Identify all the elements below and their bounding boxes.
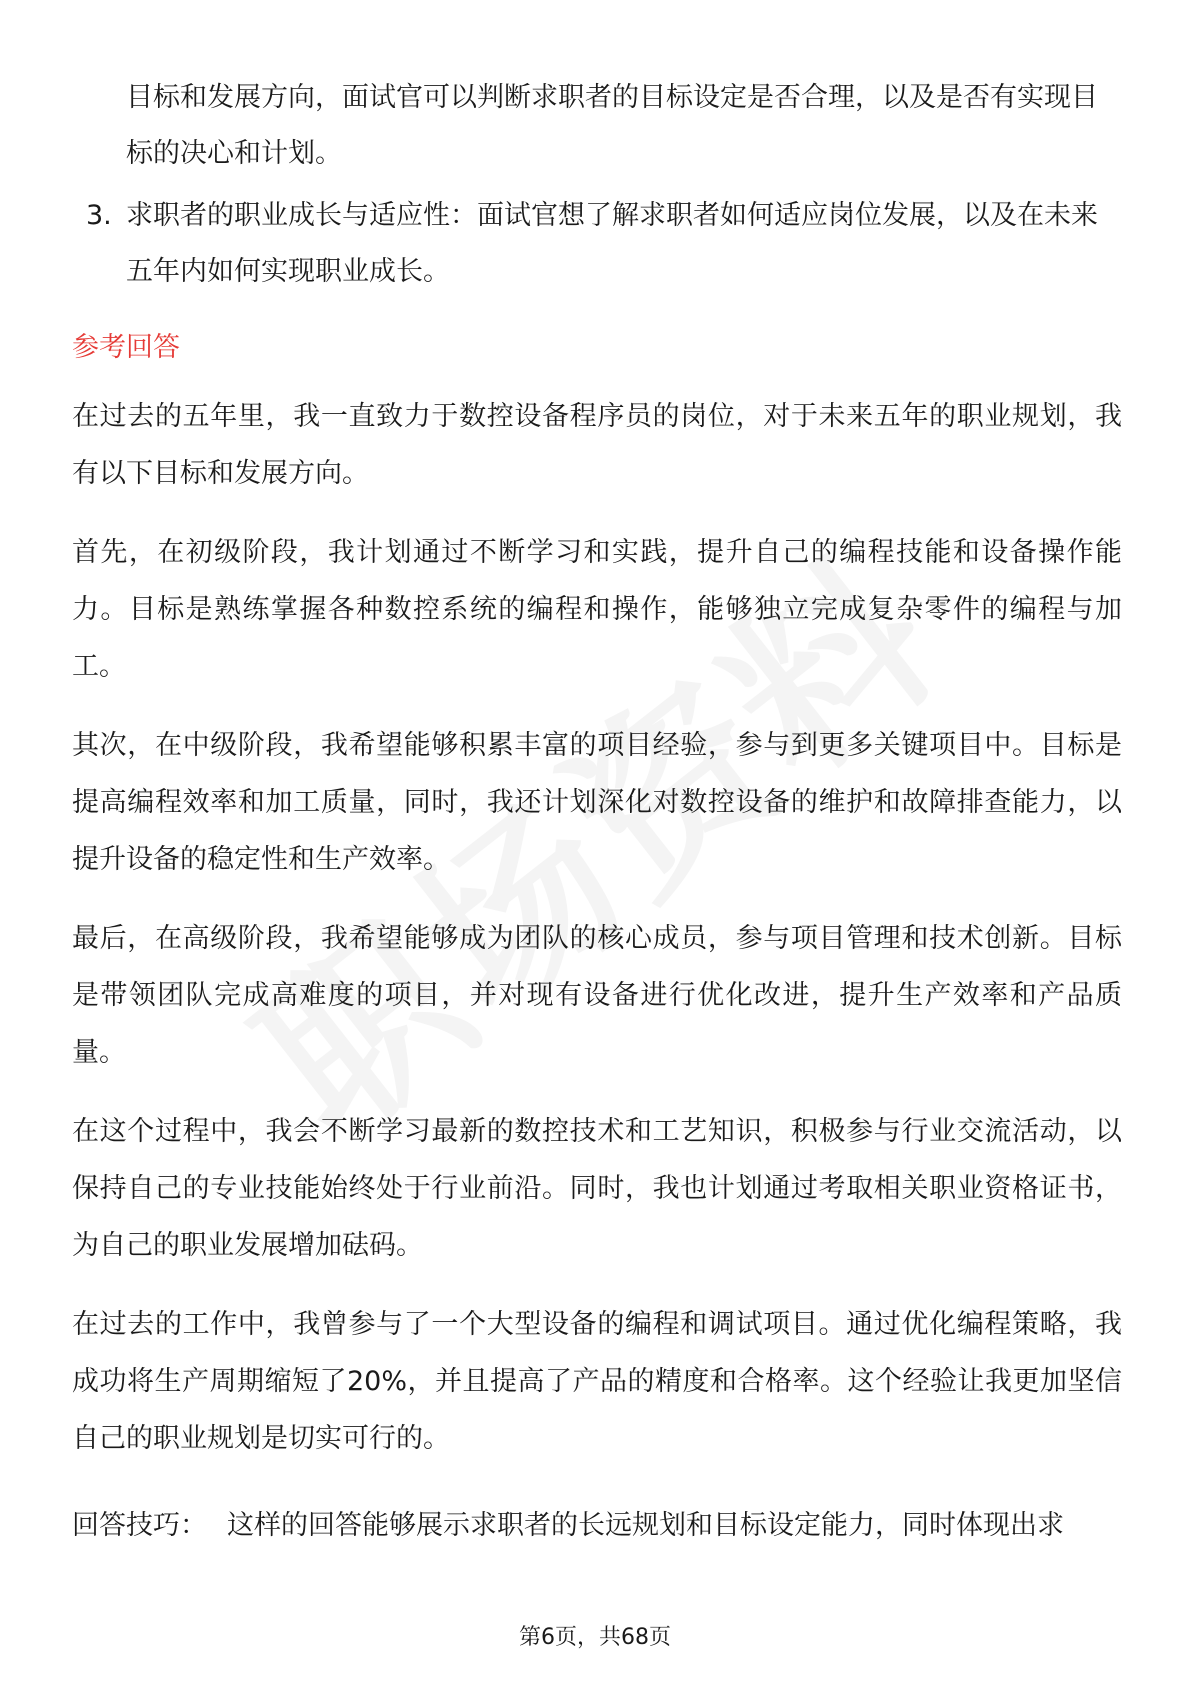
answer-tips-text: 这样的回答能够展示求职者的长远规划和目标设定能力，同时体现出求 — [227, 1510, 1064, 1541]
page-content — [72, 70, 1122, 1554]
paragraph: 其次，在中级阶段，我希望能够积累丰富的项目经验，参与到更多关键项目中。目标是提高编程效率和加工质量，同时，我还计划深化对数控设备的维护和故障排查能力，以提升设备的稳定性和生产效率。 — [72, 730, 1122, 875]
list-item-number: 3. — [86, 200, 112, 231]
list-item-continuation: 目标和发展方向，面试官可以判断求职者的目标设定是否合理，以及是否有实现目标的决心和计划。 — [126, 82, 1098, 169]
page-number: 第6页，共68页 — [519, 1625, 671, 1650]
answer-tips-label: 回答技巧： — [72, 1510, 207, 1541]
answer-tips — [72, 1497, 1122, 1554]
paragraph: 在这个过程中，我会不断学习最新的数控技术和工艺知识，积极参与行业交流活动，以保持自己的专业技能始终处于行业前沿。同时，我也计划通过考取相关职业资格证书，为自己的职业发展增加砝码。 — [72, 1116, 1122, 1261]
paragraph: 在过去的工作中，我曾参与了一个大型设备的编程和调试项目。通过优化编程策略，我成功将生产周期缩短了20%，并且提高了产品的精度和合格率。这个经验让我更加坚信自己的职业规划是切实可行的。 — [72, 1309, 1122, 1454]
section-title: 参考回答 — [72, 332, 180, 363]
paragraph: 在过去的五年里，我一直致力于数控设备程序员的岗位，对于未来五年的职业规划，我有以下目标和发展方向。 — [72, 401, 1122, 489]
paragraph: 最后，在高级阶段，我希望能够成为团队的核心成员，参与项目管理和技术创新。目标是带领团队完成高难度的项目，并对现有设备进行优化改进，提升生产效率和产品质量。 — [72, 923, 1122, 1068]
list-item-text: 求职者的职业成长与适应性：面试官想了解求职者如何适应岗位发展，以及在未来五年内如何实现职业成长。 — [126, 200, 1098, 287]
paragraph: 首先，在初级阶段，我计划通过不断学习和实践，提升自己的编程技能和设备操作能力。目标是熟练掌握各种数控系统的编程和操作，能够独立完成复杂零件的编程与加工。 — [72, 537, 1122, 682]
list-item — [72, 188, 1122, 300]
